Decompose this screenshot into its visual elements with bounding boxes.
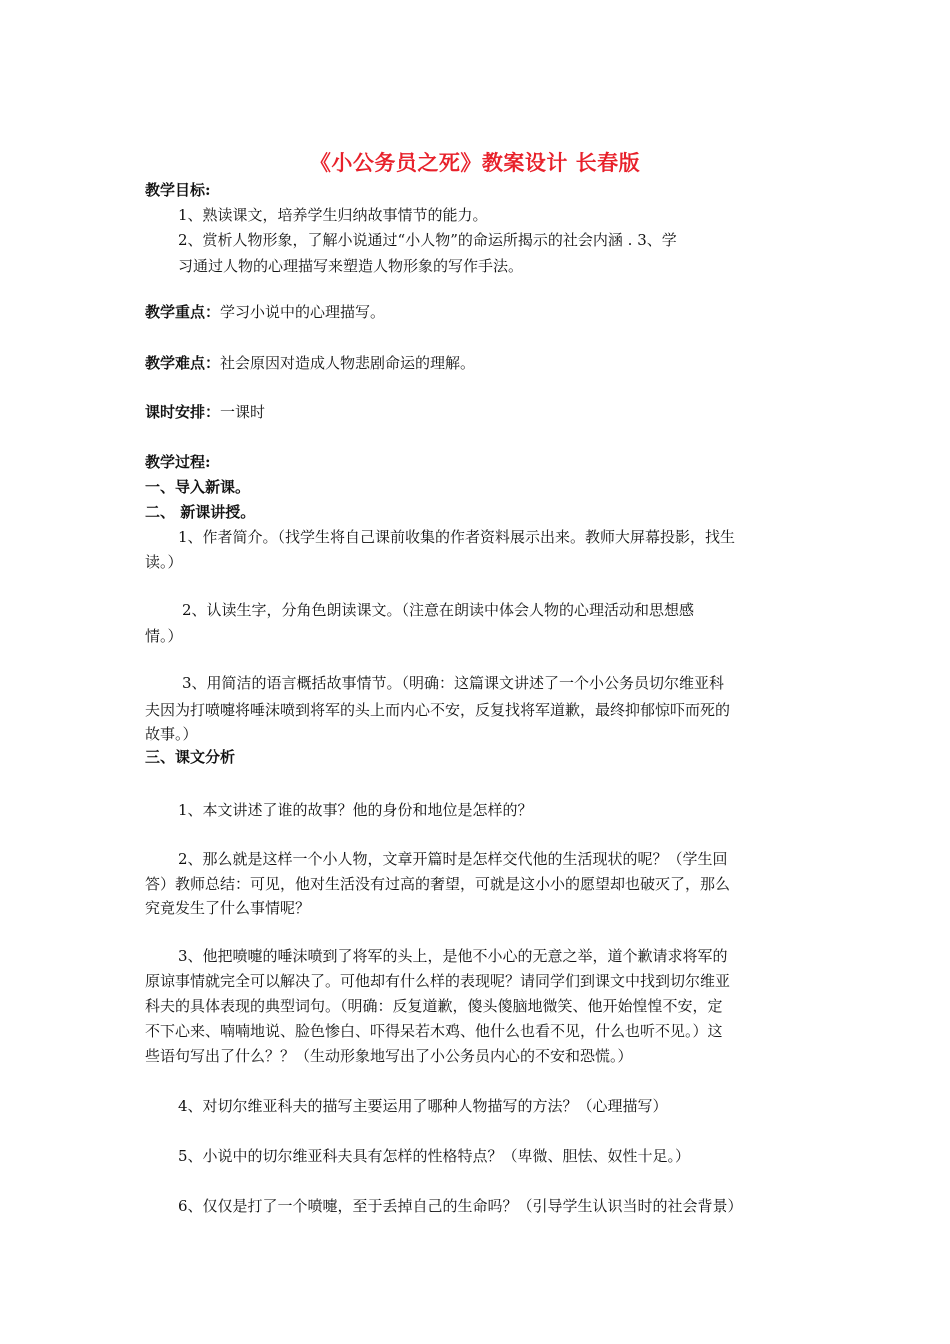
analysis-question-5: 5、小说中的切尔维亚科夫具有怎样的性格特点？（卑微、胆怯、奴性十足。） [178, 1147, 691, 1165]
analysis-question-3-line-5: 些语句写出了什么？？（生动形象地写出了小公务员内心的不安和恐慌。） [145, 1047, 633, 1065]
analysis-question-4: 4、对切尔维亚科夫的描写主要运用了哪种人物描写的方法？（心理描写） [178, 1097, 668, 1115]
process-item-2-line-1: 2、认读生字，分角色朗读课文。（注意在朗读中体会人物的心理活动和思想感 [182, 601, 695, 619]
analysis-question-2-line-2: 答）教师总结：可见，他对生活没有过高的奢望，可就是这小小的愿望却也破灭了，那么 [145, 875, 731, 893]
analysis-question-3-line-4: 不下心来、喃喃地说、脸色惨白、吓得呆若木鸡、他什么也看不见，什么也听不见。）这 [145, 1022, 723, 1040]
analysis-question-2-line-3: 究竟发生了什么事情呢？ [145, 899, 311, 917]
process-item-2-line-2: 情。） [145, 627, 183, 645]
analysis-question-6: 6、仅仅是打了一个喷嚏，至于丢掉自己的生命吗？（引导学生认识当时的社会背景） [178, 1197, 743, 1215]
difficulty-text: 社会原因对造成人物悲剧命运的理解。 [220, 354, 476, 372]
schedule-row [145, 402, 265, 422]
process-item-3-line-3: 故事。） [145, 725, 198, 743]
difficulty-label: 教学难点： [145, 354, 221, 372]
difficulty-row [145, 353, 475, 373]
process-item-1-line-1: 1、作者简介。（找学生将自己课前收集的作者资料展示出来。教师大屏幕投影，找生 [178, 528, 736, 546]
schedule-label: 课时安排： [145, 403, 221, 421]
process-item-3-line-1: 3、用简洁的语言概括故事情节。（明确：这篇课文讲述了一个小公务员切尔维亚科 [182, 674, 725, 692]
objective-item-1: 1、熟读课文，培养学生归纳故事情节的能力。 [178, 206, 488, 224]
process-item-3-line-2: 夫因为打喷嚏将唾沫喷到将军的头上而内心不安，反复找将军道歉，最终抑郁惊吓而死的 [145, 701, 731, 719]
analysis-question-3-line-1: 3、他把喷嚏的唾沫喷到了将军的头上，是他不小心的无意之举，道个歉请求将军的 [178, 947, 728, 965]
key-point-row [145, 302, 385, 322]
objective-item-2-line-1: 2、赏析人物形象，了解小说通过“小人物”的命运所揭示的社会内涵 . 3、学 [178, 231, 677, 249]
document-title: 《小公务员之死》教案设计 长春版 [309, 150, 641, 175]
process-heading: 教学过程: [145, 453, 211, 471]
process-step-2: 二、 新课讲授。 [145, 503, 256, 521]
analysis-question-3-line-2: 原谅事情就完全可以解决了。可他却有什么样的表现呢？请同学们到课文中找到切尔维亚 [145, 972, 731, 990]
analysis-question-2-line-1: 2、那么就是这样一个小人物，文章开篇时是怎样交代他的生活现状的呢？（学生回 [178, 850, 728, 868]
key-point-label: 教学重点： [145, 303, 221, 321]
process-item-1-line-2: 读。） [145, 553, 183, 571]
schedule-text: 一课时 [220, 403, 266, 421]
analysis-heading: 三、课文分析 [145, 748, 236, 766]
objectives-heading: 教学目标: [145, 181, 211, 199]
analysis-question-1: 1、本文讲述了谁的故事？他的身份和地位是怎样的？ [178, 801, 533, 819]
objective-item-2-line-2: 习通过人物的心理描写来塑造人物形象的写作手法。 [178, 257, 524, 275]
analysis-question-3-line-3: 科夫的具体表现的典型词句。（明确：反复道歉，傻头傻脑地微笑、他开始惶惶不安，定 [145, 997, 723, 1015]
process-step-1: 一、导入新课。 [145, 478, 251, 496]
key-point-text: 学习小说中的心理描写。 [220, 303, 386, 321]
